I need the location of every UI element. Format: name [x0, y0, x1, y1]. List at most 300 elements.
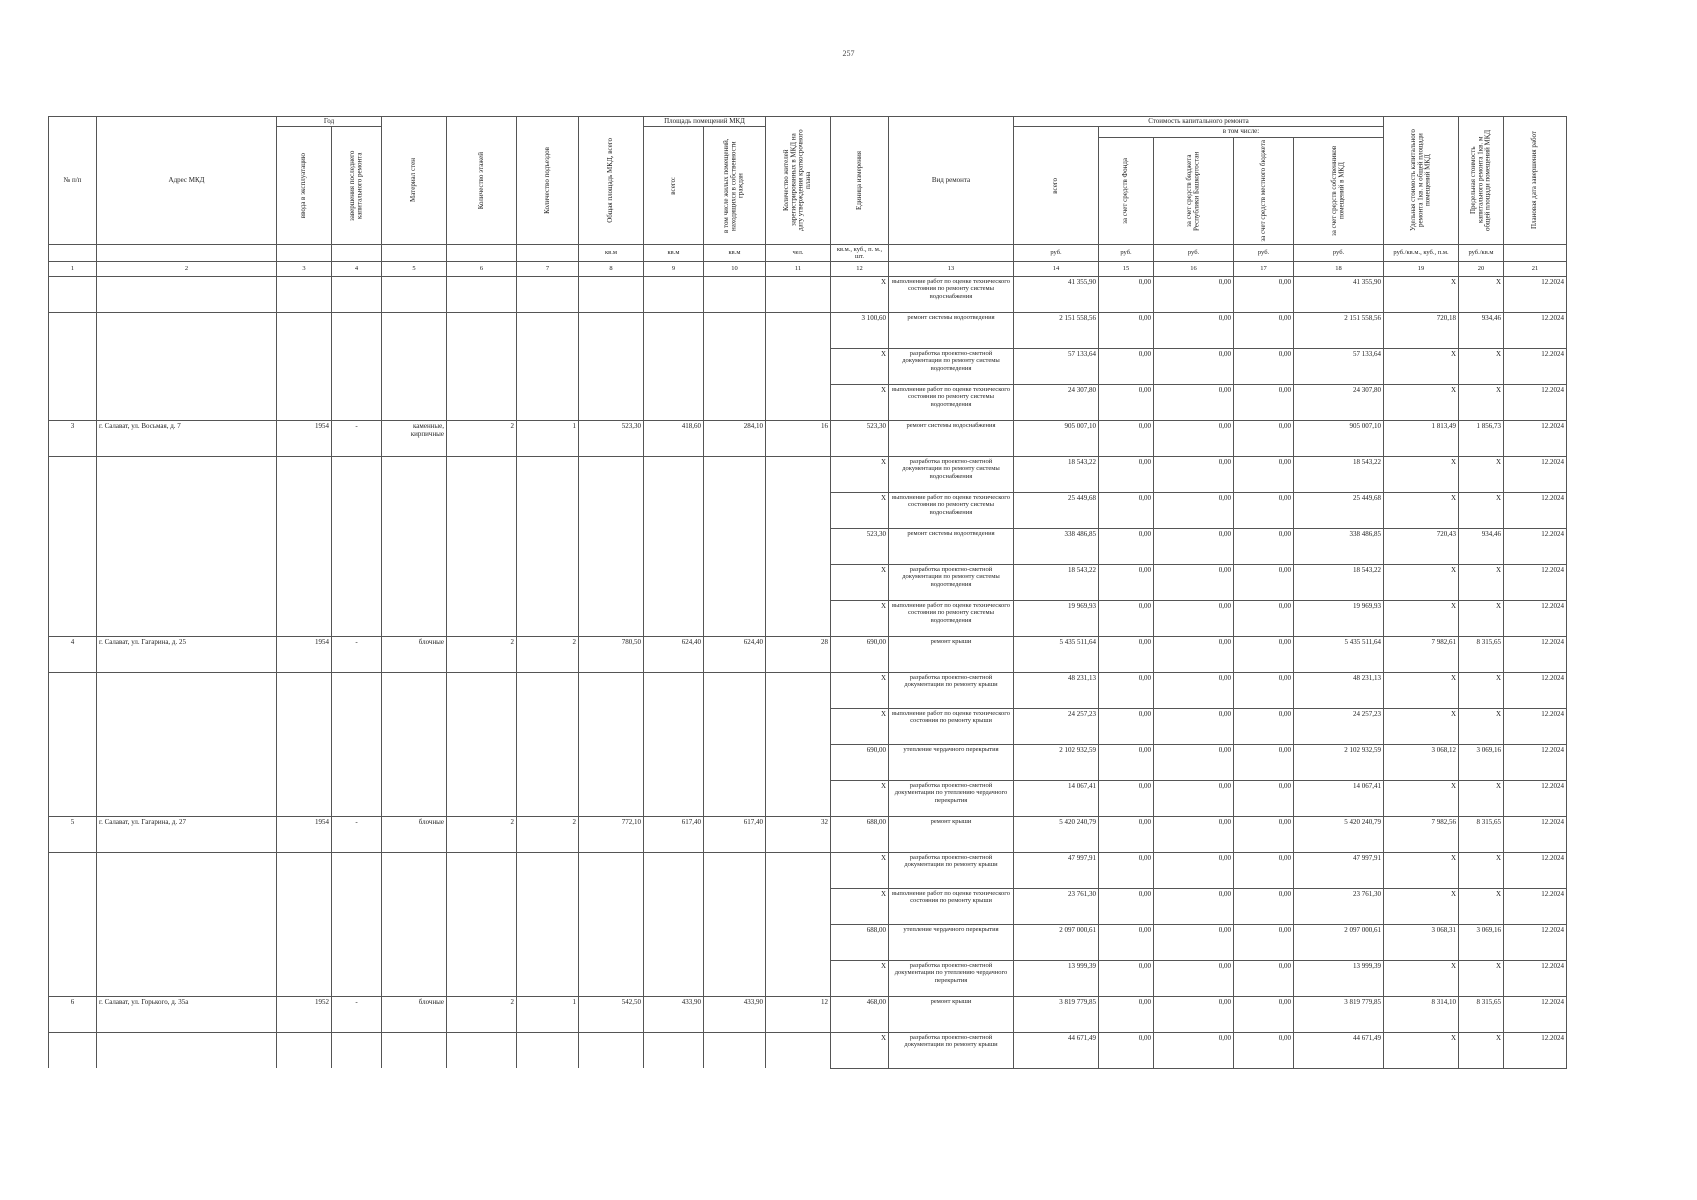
cell-rb: 0,00 — [1154, 888, 1234, 924]
cell-y1 — [277, 456, 332, 492]
cell-own: 5 420 240,79 — [1294, 816, 1384, 852]
cell-y2 — [332, 312, 382, 348]
cell-work: утепление чердачного перекрытия — [889, 924, 1014, 960]
cell-mb: 0,00 — [1234, 528, 1294, 564]
cell-uc: X — [1384, 348, 1459, 384]
cell-work: выполнение работ по оценке технического состояния по ремонту крыши — [889, 708, 1014, 744]
header-floors — [447, 117, 517, 245]
cell-own: 5 435 511,64 — [1294, 636, 1384, 672]
cell-y1: 1954 — [277, 816, 332, 852]
cell-work: выполнение работ по оценке технического состояния по ремонту системы водоснабжения — [889, 492, 1014, 528]
table-row — [49, 888, 1567, 924]
cell-y1: 1952 — [277, 996, 332, 1032]
cell-y2 — [332, 672, 382, 708]
cell-uc: X — [1384, 888, 1459, 924]
column-number-cell: 21 — [1504, 261, 1567, 276]
cell-date: 12.2024 — [1504, 528, 1567, 564]
table-row — [49, 996, 1567, 1032]
cell-mc: 8 315,65 — [1459, 636, 1504, 672]
table-row — [49, 924, 1567, 960]
cell-y1 — [277, 924, 332, 960]
cell-mc: X — [1459, 960, 1504, 996]
cell-rb: 0,00 — [1154, 780, 1234, 816]
cell-uc: X — [1384, 960, 1459, 996]
cell-own: 44 671,49 — [1294, 1032, 1384, 1068]
cell-address — [97, 1032, 277, 1068]
cell-unit: X — [831, 852, 889, 888]
cell-y2 — [332, 960, 382, 996]
cell-a10 — [704, 528, 766, 564]
cell-mb: 0,00 — [1234, 996, 1294, 1032]
cell-a10 — [704, 924, 766, 960]
cell-total: 18 543,22 — [1014, 456, 1099, 492]
cell-uc: 3 068,12 — [1384, 744, 1459, 780]
header-unit-cost-text: Удельная стоимость капитального ремонта 1кв. м общей площади помещений МКД — [1408, 129, 1432, 232]
cell-a10 — [704, 600, 766, 636]
cell-n: 6 — [49, 996, 97, 1032]
cell-a9 — [644, 492, 704, 528]
cell-uc: 7 982,56 — [1384, 816, 1459, 852]
cell-mat — [382, 492, 447, 528]
cell-y1 — [277, 312, 332, 348]
cell-fl — [447, 672, 517, 708]
cell-mc: 8 315,65 — [1459, 816, 1504, 852]
cell-a9 — [644, 780, 704, 816]
header-cost-republic — [1154, 137, 1234, 244]
cell-work: ремонт крыши — [889, 636, 1014, 672]
cell-mat — [382, 852, 447, 888]
cell-mc: 8 315,65 — [1459, 996, 1504, 1032]
cell-address — [97, 312, 277, 348]
cell-fund: 0,00 — [1099, 600, 1154, 636]
cell-mc: X — [1459, 888, 1504, 924]
cell-mb: 0,00 — [1234, 1032, 1294, 1068]
cell-date: 12.2024 — [1504, 492, 1567, 528]
cell-unit: X — [831, 384, 889, 420]
cell-mc: X — [1459, 1032, 1504, 1068]
cell-mc: 3 069,16 — [1459, 744, 1504, 780]
cell-n: 3 — [49, 420, 97, 456]
cell-fund: 0,00 — [1099, 744, 1154, 780]
cell-mb: 0,00 — [1234, 888, 1294, 924]
cell-total: 24 257,23 — [1014, 708, 1099, 744]
cell-mat: блочные — [382, 636, 447, 672]
unit-cell: руб./кв.м., куб., п.м. — [1384, 244, 1459, 261]
cell-rb: 0,00 — [1154, 708, 1234, 744]
cell-fl — [447, 348, 517, 384]
cell-own: 18 543,22 — [1294, 456, 1384, 492]
cell-fl — [447, 276, 517, 312]
header-max-cost-text: Предельная стоимость капитального ремонта 1кв. м общей площади помещений МКД — [1468, 129, 1492, 231]
cell-mat — [382, 744, 447, 780]
cell-date: 12.2024 — [1504, 888, 1567, 924]
cell-res — [766, 672, 831, 708]
cell-date: 12.2024 — [1504, 564, 1567, 600]
cell-a10: 624,40 — [704, 636, 766, 672]
cell-fl — [447, 888, 517, 924]
cell-mat — [382, 1032, 447, 1068]
cell-en — [517, 1032, 579, 1068]
cell-uc: 720,18 — [1384, 312, 1459, 348]
cell-fund: 0,00 — [1099, 996, 1154, 1032]
cell-mc: 934,46 — [1459, 528, 1504, 564]
cell-n — [49, 1032, 97, 1068]
cell-mb: 0,00 — [1234, 384, 1294, 420]
header-cost-local — [1234, 137, 1294, 244]
cell-fl — [447, 564, 517, 600]
cell-a8 — [579, 744, 644, 780]
unit-cell: руб. — [1234, 244, 1294, 261]
cell-mc: X — [1459, 456, 1504, 492]
unit-cell — [447, 244, 517, 261]
cell-en — [517, 492, 579, 528]
table-row — [49, 816, 1567, 852]
header-year-commission — [277, 127, 332, 244]
cell-mb: 0,00 — [1234, 348, 1294, 384]
cell-own: 13 999,39 — [1294, 960, 1384, 996]
cell-y2 — [332, 564, 382, 600]
cell-a8 — [579, 960, 644, 996]
column-number-cell: 16 — [1154, 261, 1234, 276]
cell-a10 — [704, 780, 766, 816]
cell-rb: 0,00 — [1154, 672, 1234, 708]
cell-n — [49, 888, 97, 924]
cell-a9 — [644, 960, 704, 996]
cell-rb: 0,00 — [1154, 636, 1234, 672]
cell-a9: 617,40 — [644, 816, 704, 852]
cell-res — [766, 852, 831, 888]
cell-a9 — [644, 276, 704, 312]
cell-res — [766, 456, 831, 492]
header-including: в том числе: — [1099, 127, 1384, 137]
table-row — [49, 348, 1567, 384]
cell-fund: 0,00 — [1099, 960, 1154, 996]
cell-y2 — [332, 780, 382, 816]
cell-mc: 3 069,16 — [1459, 924, 1504, 960]
cell-fund: 0,00 — [1099, 924, 1154, 960]
cell-uc: 7 982,61 — [1384, 636, 1459, 672]
cell-own: 25 449,68 — [1294, 492, 1384, 528]
header-deadline — [1504, 117, 1567, 245]
cell-res: 28 — [766, 636, 831, 672]
cell-total: 57 133,64 — [1014, 348, 1099, 384]
unit-cell: кв.м — [704, 244, 766, 261]
cell-date: 12.2024 — [1504, 456, 1567, 492]
cell-mat — [382, 348, 447, 384]
unit-cell: кв.м — [644, 244, 704, 261]
cell-mc: X — [1459, 384, 1504, 420]
cell-unit: 3 100,60 — [831, 312, 889, 348]
cell-a10 — [704, 1032, 766, 1068]
unit-cell: руб./кв.м — [1459, 244, 1504, 261]
cell-own: 23 761,30 — [1294, 888, 1384, 924]
cell-address — [97, 348, 277, 384]
cell-y2 — [332, 1032, 382, 1068]
cell-n: 5 — [49, 816, 97, 852]
cell-total: 5 420 240,79 — [1014, 816, 1099, 852]
column-number-cell: 14 — [1014, 261, 1099, 276]
cell-res: 12 — [766, 996, 831, 1032]
cell-mb: 0,00 — [1234, 816, 1294, 852]
cell-en: 1 — [517, 996, 579, 1032]
unit-cell: руб. — [1294, 244, 1384, 261]
cell-en — [517, 924, 579, 960]
column-number-cell: 3 — [277, 261, 332, 276]
cell-y2 — [332, 744, 382, 780]
cell-unit: X — [831, 276, 889, 312]
cell-work: разработка проектно-сметной документации по ремонту системы водоснабжения — [889, 456, 1014, 492]
cell-uc: X — [1384, 384, 1459, 420]
cell-rb: 0,00 — [1154, 1032, 1234, 1068]
cell-work: ремонт крыши — [889, 816, 1014, 852]
cell-res — [766, 780, 831, 816]
cell-en — [517, 456, 579, 492]
cell-work: разработка проектно-сметной документации по ремонту системы водоотведения — [889, 348, 1014, 384]
cell-work: разработка проектно-сметной документации по ремонту системы водоотведения — [889, 564, 1014, 600]
cell-a9 — [644, 600, 704, 636]
cell-own: 905 007,10 — [1294, 420, 1384, 456]
cell-uc: X — [1384, 1032, 1459, 1068]
cell-address: г. Салават, ул. Гагарина, д. 25 — [97, 636, 277, 672]
cell-rb: 0,00 — [1154, 420, 1234, 456]
cell-n — [49, 528, 97, 564]
cell-unit: 468,00 — [831, 996, 889, 1032]
cell-uc: X — [1384, 600, 1459, 636]
cell-fund: 0,00 — [1099, 420, 1154, 456]
cell-own: 19 969,93 — [1294, 600, 1384, 636]
cell-y1 — [277, 780, 332, 816]
cell-res — [766, 492, 831, 528]
cell-rb: 0,00 — [1154, 348, 1234, 384]
cell-rb: 0,00 — [1154, 960, 1234, 996]
cell-rb: 0,00 — [1154, 816, 1234, 852]
cell-fl: 2 — [447, 996, 517, 1032]
cell-fund: 0,00 — [1099, 528, 1154, 564]
cell-own: 3 819 779,85 — [1294, 996, 1384, 1032]
cell-unit: X — [831, 564, 889, 600]
cell-total: 44 671,49 — [1014, 1032, 1099, 1068]
cell-fund: 0,00 — [1099, 492, 1154, 528]
cell-date: 12.2024 — [1504, 816, 1567, 852]
table-row — [49, 492, 1567, 528]
cell-total: 338 486,85 — [1014, 528, 1099, 564]
column-numbers-row — [49, 261, 1567, 276]
table-row — [49, 708, 1567, 744]
unit-cell: руб. — [1014, 244, 1099, 261]
cell-rb: 0,00 — [1154, 744, 1234, 780]
cell-address — [97, 276, 277, 312]
cell-mb: 0,00 — [1234, 924, 1294, 960]
cell-rb: 0,00 — [1154, 384, 1234, 420]
column-number-cell: 5 — [382, 261, 447, 276]
cell-rb: 0,00 — [1154, 600, 1234, 636]
cell-n — [49, 384, 97, 420]
cell-date: 12.2024 — [1504, 1032, 1567, 1068]
cell-a8: 772,10 — [579, 816, 644, 852]
header-max-cost — [1459, 117, 1504, 245]
cell-address: г. Салават, ул. Горького, д. 35а — [97, 996, 277, 1032]
cell-a9 — [644, 708, 704, 744]
unit-cell — [889, 244, 1014, 261]
cell-total: 19 969,93 — [1014, 600, 1099, 636]
header-entrances-text: Количество подъездов — [542, 146, 551, 214]
cell-work: ремонт крыши — [889, 996, 1014, 1032]
cell-work: выполнение работ по оценке технического состояния по ремонту системы водоотведения — [889, 600, 1014, 636]
cell-mat — [382, 780, 447, 816]
cell-work: ремонт системы водоотведения — [889, 528, 1014, 564]
cell-a8 — [579, 384, 644, 420]
cell-n — [49, 780, 97, 816]
cell-n — [49, 672, 97, 708]
unit-cell: чел. — [766, 244, 831, 261]
table-row — [49, 636, 1567, 672]
cell-date: 12.2024 — [1504, 960, 1567, 996]
header-address: Адрес МКД — [97, 117, 277, 245]
cell-en — [517, 852, 579, 888]
cell-mc: X — [1459, 492, 1504, 528]
unit-cell: кв.м., куб., п. м., шт. — [831, 244, 889, 261]
cell-fl — [447, 600, 517, 636]
cell-res: 16 — [766, 420, 831, 456]
cell-uc: X — [1384, 852, 1459, 888]
cell-n — [49, 960, 97, 996]
table-row — [49, 276, 1567, 312]
cell-rb: 0,00 — [1154, 996, 1234, 1032]
cell-y1: 1954 — [277, 420, 332, 456]
cell-rb: 0,00 — [1154, 564, 1234, 600]
cell-own: 41 355,90 — [1294, 276, 1384, 312]
table-row — [49, 384, 1567, 420]
cell-en: 2 — [517, 816, 579, 852]
column-number-cell: 13 — [889, 261, 1014, 276]
header-units-text: Единица измерения — [854, 150, 863, 210]
cell-rb: 0,00 — [1154, 528, 1234, 564]
cell-n: 4 — [49, 636, 97, 672]
cell-work: выполнение работ по оценке технического состояния по ремонту системы водоснабжения — [889, 276, 1014, 312]
cell-a8 — [579, 276, 644, 312]
cell-work: выполнение работ по оценке технического состояния по ремонту системы водоотведения — [889, 384, 1014, 420]
cell-unit: X — [831, 780, 889, 816]
header-cost-total — [1014, 127, 1099, 244]
cell-en — [517, 528, 579, 564]
cell-a8 — [579, 600, 644, 636]
column-number-cell: 8 — [579, 261, 644, 276]
cell-address — [97, 780, 277, 816]
cell-mat — [382, 384, 447, 420]
cell-mc: X — [1459, 348, 1504, 384]
column-number-cell: 7 — [517, 261, 579, 276]
cell-y1 — [277, 492, 332, 528]
cell-a9 — [644, 348, 704, 384]
unit-cell — [277, 244, 332, 261]
cell-a10 — [704, 348, 766, 384]
cell-work: разработка проектно-сметной документации по ремонту крыши — [889, 852, 1014, 888]
cell-a10: 433,90 — [704, 996, 766, 1032]
header-cost-group: Стоимость капитального ремонта — [1014, 117, 1384, 127]
header-premises-total-text: всего: — [668, 176, 677, 195]
cell-mc: X — [1459, 564, 1504, 600]
column-number-cell: 4 — [332, 261, 382, 276]
cell-mb: 0,00 — [1234, 600, 1294, 636]
cell-a8 — [579, 456, 644, 492]
cell-fl — [447, 384, 517, 420]
cell-unit: 523,30 — [831, 528, 889, 564]
unit-cell — [517, 244, 579, 261]
cell-unit: 690,00 — [831, 636, 889, 672]
cell-mb: 0,00 — [1234, 312, 1294, 348]
cell-unit: X — [831, 708, 889, 744]
cell-mc: X — [1459, 780, 1504, 816]
cell-a10 — [704, 960, 766, 996]
cell-fund: 0,00 — [1099, 888, 1154, 924]
cell-fl — [447, 708, 517, 744]
cell-total: 3 819 779,85 — [1014, 996, 1099, 1032]
cell-a9 — [644, 672, 704, 708]
cell-mc: X — [1459, 672, 1504, 708]
unit-cell: кв.м — [579, 244, 644, 261]
cell-fl — [447, 780, 517, 816]
cell-y2 — [332, 600, 382, 636]
cell-total: 41 355,90 — [1014, 276, 1099, 312]
cell-total: 905 007,10 — [1014, 420, 1099, 456]
cell-total: 23 761,30 — [1014, 888, 1099, 924]
cell-n — [49, 744, 97, 780]
cell-date: 12.2024 — [1504, 708, 1567, 744]
cell-en — [517, 600, 579, 636]
header-year-group: Год — [277, 117, 382, 127]
column-number-cell: 15 — [1099, 261, 1154, 276]
cell-en — [517, 708, 579, 744]
cell-own: 2 102 932,59 — [1294, 744, 1384, 780]
cell-res — [766, 528, 831, 564]
cell-mc: X — [1459, 852, 1504, 888]
header-year-commission-text: ввода в эксплуатацию — [299, 152, 308, 219]
cell-own: 2 097 000,61 — [1294, 924, 1384, 960]
table-row — [49, 852, 1567, 888]
cell-fund: 0,00 — [1099, 780, 1154, 816]
column-number-cell: 1 — [49, 261, 97, 276]
cell-date: 12.2024 — [1504, 924, 1567, 960]
cell-work: утепление чердачного перекрытия — [889, 744, 1014, 780]
cell-own: 24 307,80 — [1294, 384, 1384, 420]
cell-total: 48 231,13 — [1014, 672, 1099, 708]
cell-mc: 934,46 — [1459, 312, 1504, 348]
cell-res — [766, 348, 831, 384]
cell-y2 — [332, 384, 382, 420]
cell-res — [766, 384, 831, 420]
cell-en: 2 — [517, 636, 579, 672]
cell-uc: X — [1384, 276, 1459, 312]
table-body — [49, 276, 1567, 1068]
cell-mat: блочные — [382, 996, 447, 1032]
cell-y2 — [332, 492, 382, 528]
cell-total: 2 097 000,61 — [1014, 924, 1099, 960]
page-number: 257 — [842, 49, 855, 58]
cell-rb: 0,00 — [1154, 276, 1234, 312]
table-row — [49, 528, 1567, 564]
cell-fl: 2 — [447, 816, 517, 852]
cell-mat — [382, 888, 447, 924]
cell-n — [49, 492, 97, 528]
table-row — [49, 564, 1567, 600]
cell-n — [49, 564, 97, 600]
cell-rb: 0,00 — [1154, 852, 1234, 888]
cell-mb: 0,00 — [1234, 564, 1294, 600]
cell-y2: - — [332, 816, 382, 852]
cell-res — [766, 312, 831, 348]
header-units — [831, 117, 889, 245]
cell-a9 — [644, 564, 704, 600]
